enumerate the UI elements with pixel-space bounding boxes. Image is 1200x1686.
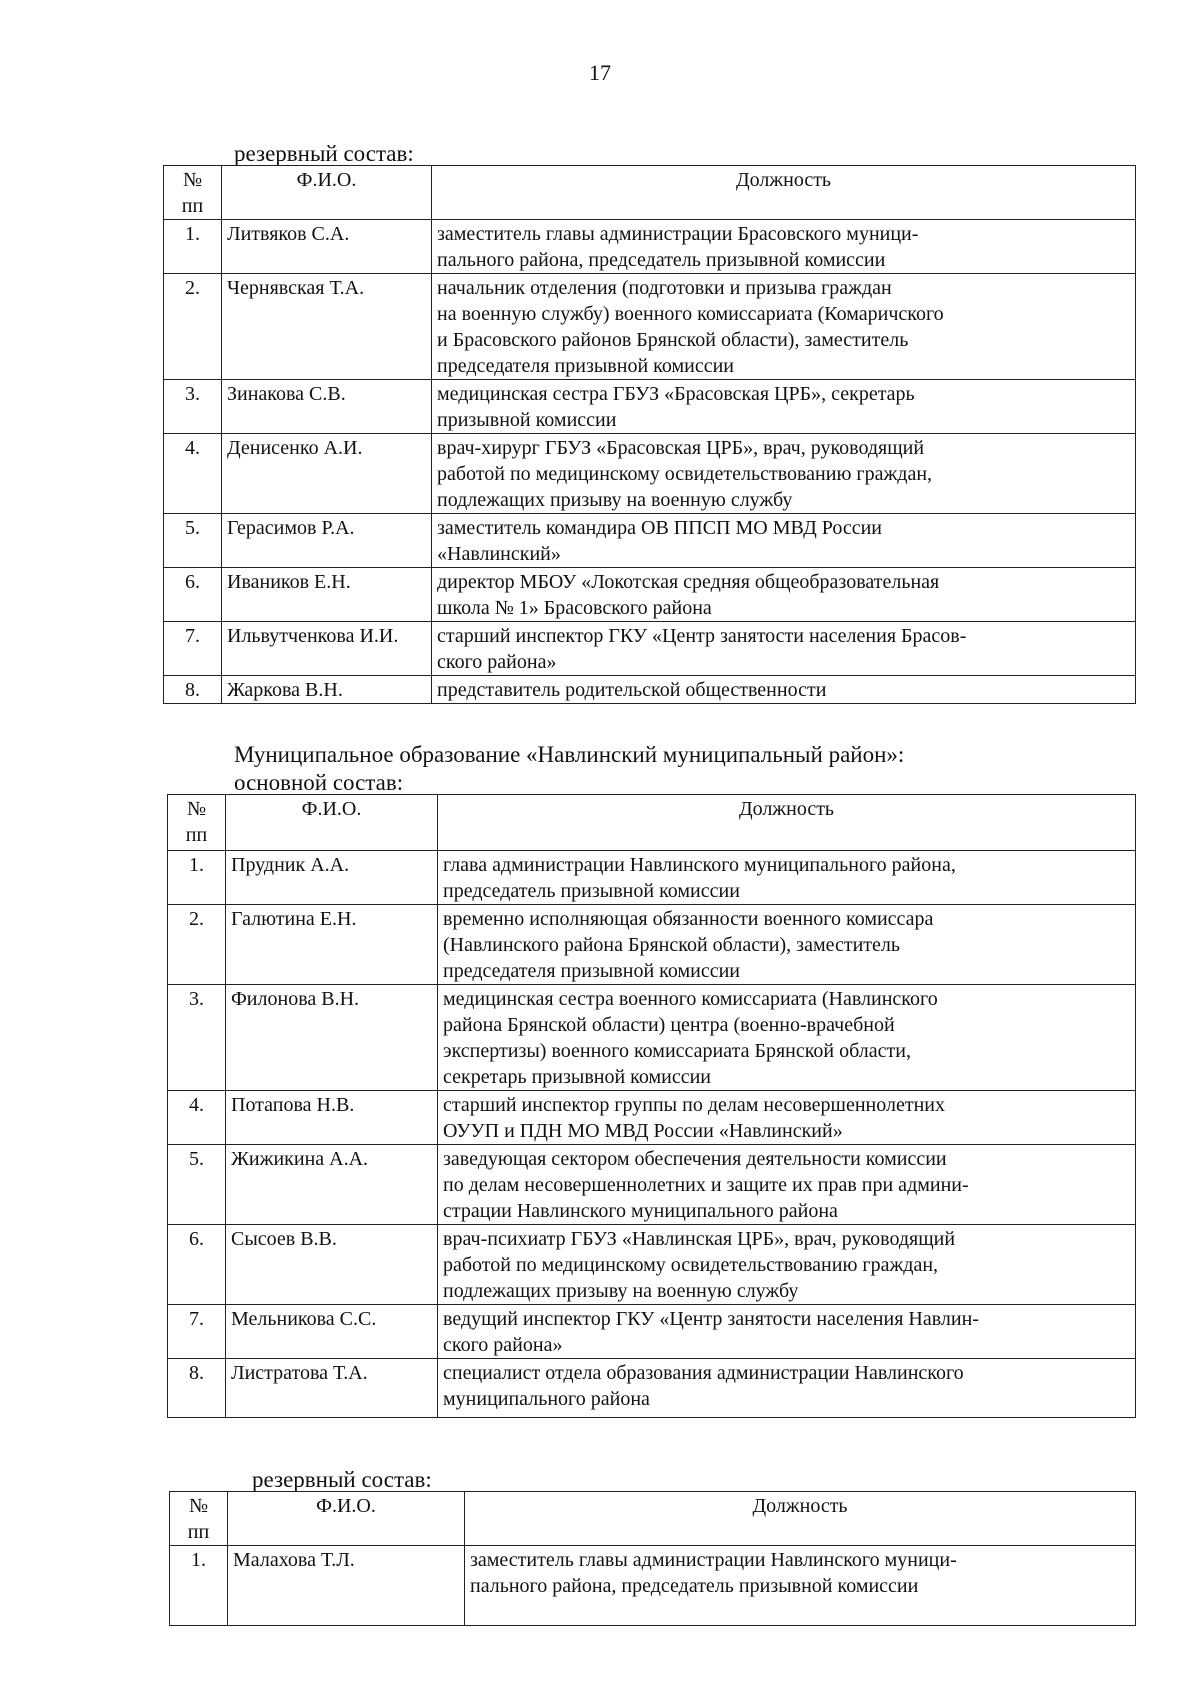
person-name: Малахова Т.Л. bbox=[228, 1546, 465, 1626]
table-row bbox=[168, 985, 1136, 1091]
person-position: представитель родительской общественности bbox=[432, 676, 1136, 704]
column-header-number: № пп bbox=[168, 795, 226, 851]
column-header-name: Ф.И.О. bbox=[226, 795, 438, 851]
table-row bbox=[164, 434, 1136, 514]
person-position: медицинская сестра ГБУЗ «Брасовская ЦРБ», секретарь призывной комиссии bbox=[432, 380, 1136, 434]
person-name: Зинакова С.В. bbox=[222, 380, 432, 434]
row-number: 2. bbox=[168, 905, 226, 985]
row-number: 5. bbox=[164, 514, 222, 568]
person-position: врач-хирург ГБУЗ «Брасовская ЦРБ», врач, руководящий работой по медицинскому освидетельствованию граждан, подлежащих призыву на военную службу bbox=[432, 434, 1136, 514]
column-header-number: № пп bbox=[164, 166, 222, 220]
person-position: заместитель главы администрации Навлинского муници- пального района, председатель призывной комиссии bbox=[465, 1546, 1136, 1626]
person-name: Литвяков С.А. bbox=[222, 220, 432, 274]
person-position: старший инспектор группы по делам несовершеннолетних ОУУП и ПДН МО МВД России «Навлинский» bbox=[438, 1091, 1136, 1145]
person-name: Мельникова С.С. bbox=[226, 1305, 438, 1359]
person-position: заместитель командира ОВ ППСП МО МВД России «Навлинский» bbox=[432, 514, 1136, 568]
person-name: Денисенко А.И. bbox=[222, 434, 432, 514]
person-name: Иваников Е.Н. bbox=[222, 568, 432, 622]
row-number: 6. bbox=[168, 1225, 226, 1305]
person-position: глава администрации Навлинского муниципального района, председатель призывной комиссии bbox=[438, 851, 1136, 905]
person-name: Жижикина А.А. bbox=[226, 1145, 438, 1225]
row-number: 4. bbox=[164, 434, 222, 514]
row-number: 2. bbox=[164, 274, 222, 380]
table-row bbox=[168, 1091, 1136, 1145]
row-number: 8. bbox=[164, 676, 222, 704]
person-position: заместитель главы администрации Брасовского муници- пального района, председатель призывной комиссии bbox=[432, 220, 1136, 274]
table-row bbox=[164, 274, 1136, 380]
table-row bbox=[170, 1546, 1136, 1626]
table-row bbox=[164, 568, 1136, 622]
section-heading: основной состав: bbox=[234, 770, 404, 795]
person-position: временно исполняющая обязанности военного комиссара (Навлинского района Брянской области), заместитель председателя призывной комиссии bbox=[438, 905, 1136, 985]
row-number: 1. bbox=[164, 220, 222, 274]
table-row bbox=[164, 514, 1136, 568]
person-name: Потапова Н.В. bbox=[226, 1091, 438, 1145]
column-header-position: Должность bbox=[438, 795, 1136, 851]
person-position: старший инспектор ГКУ «Центр занятости населения Брасов- ского района» bbox=[432, 622, 1136, 676]
person-name: Ильвутченкова И.И. bbox=[222, 622, 432, 676]
person-name: Листратова Т.А. bbox=[226, 1359, 438, 1418]
person-position: директор МБОУ «Локотская средняя общеобразовательная школа № 1» Брасовского района bbox=[432, 568, 1136, 622]
table-row bbox=[164, 676, 1136, 704]
table-row bbox=[164, 622, 1136, 676]
person-position: врач-психиатр ГБУЗ «Навлинская ЦРБ», врач, руководящий работой по медицинскому освидетельствованию граждан, подлежащих призыву на военную службу bbox=[438, 1225, 1136, 1305]
column-header-position: Должность bbox=[465, 1492, 1136, 1546]
row-number: 8. bbox=[168, 1359, 226, 1418]
row-number: 3. bbox=[168, 985, 226, 1091]
column-header-name: Ф.И.О. bbox=[222, 166, 432, 220]
section-heading: резервный состав: bbox=[234, 141, 414, 166]
table-row bbox=[168, 1145, 1136, 1225]
page-number: 17 bbox=[589, 60, 611, 85]
row-number: 1. bbox=[170, 1546, 228, 1626]
person-name: Филонова В.Н. bbox=[226, 985, 438, 1091]
roster-table bbox=[163, 165, 1136, 704]
row-number: 7. bbox=[168, 1305, 226, 1359]
table-header-row bbox=[164, 166, 1136, 220]
person-name: Сысоев В.В. bbox=[226, 1225, 438, 1305]
row-number: 7. bbox=[164, 622, 222, 676]
row-number: 4. bbox=[168, 1091, 226, 1145]
person-position: медицинская сестра военного комиссариата (Навлинского района Брянской области) центра (военно-врачебной экспертизы) военного комиссариата Брянской области, секретарь призывной комиссии bbox=[438, 985, 1136, 1091]
roster-table bbox=[169, 1491, 1136, 1626]
table-row bbox=[168, 1359, 1136, 1418]
person-name: Прудник А.А. bbox=[226, 851, 438, 905]
section-heading: резервный состав: bbox=[252, 1467, 432, 1492]
row-number: 5. bbox=[168, 1145, 226, 1225]
table-row bbox=[164, 380, 1136, 434]
column-header-number: № пп bbox=[170, 1492, 228, 1546]
column-header-position: Должность bbox=[432, 166, 1136, 220]
table-row bbox=[168, 851, 1136, 905]
table-header-row bbox=[170, 1492, 1136, 1546]
roster-table bbox=[167, 794, 1136, 1418]
table-row bbox=[168, 1305, 1136, 1359]
table-header-row bbox=[168, 795, 1136, 851]
row-number: 6. bbox=[164, 568, 222, 622]
table-row bbox=[164, 220, 1136, 274]
person-name: Герасимов Р.А. bbox=[222, 514, 432, 568]
person-position: заведующая сектором обеспечения деятельности комиссии по делам несовершеннолетних и защите их прав при админи- страции Навлинского муниципального района bbox=[438, 1145, 1136, 1225]
table-row bbox=[168, 1225, 1136, 1305]
person-position: начальник отделения (подготовки и призыва граждан на военную службу) военного комиссариата (Комаричского и Брасовского районов Брянской области), заместитель председателя призывной комиссии bbox=[432, 274, 1136, 380]
person-position: специалист отдела образования администрации Навлинского муниципального района bbox=[438, 1359, 1136, 1418]
row-number: 3. bbox=[164, 380, 222, 434]
section-heading: Муниципальное образование «Навлинский муниципальный район»: bbox=[234, 742, 905, 767]
person-position: ведущий инспектор ГКУ «Центр занятости населения Навлин- ского района» bbox=[438, 1305, 1136, 1359]
column-header-name: Ф.И.О. bbox=[228, 1492, 465, 1546]
person-name: Чернявская Т.А. bbox=[222, 274, 432, 380]
row-number: 1. bbox=[168, 851, 226, 905]
table-row bbox=[168, 905, 1136, 985]
person-name: Жаркова В.Н. bbox=[222, 676, 432, 704]
person-name: Галютина Е.Н. bbox=[226, 905, 438, 985]
